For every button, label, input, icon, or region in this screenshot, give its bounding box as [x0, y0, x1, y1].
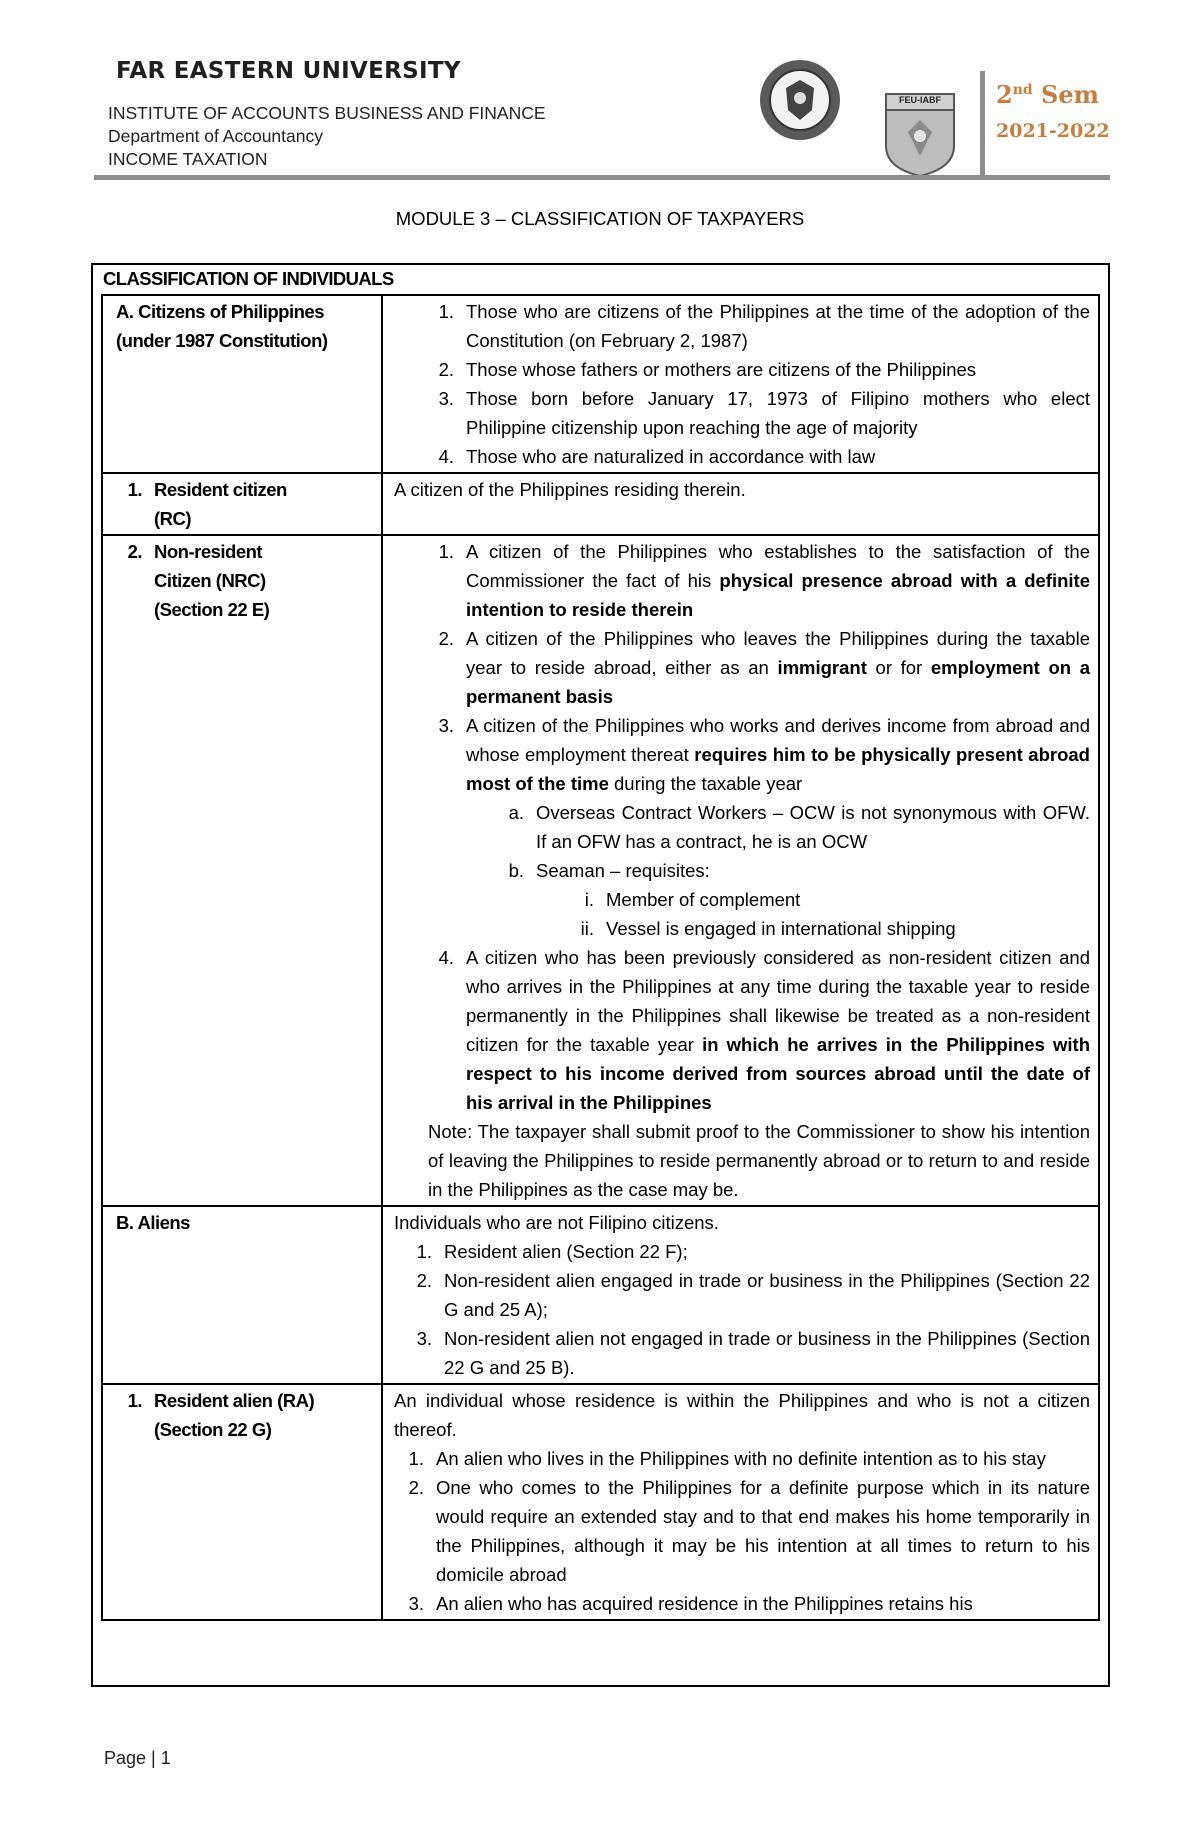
row-label-line: Citizen (NRC)	[154, 570, 266, 591]
row-label-non-resident-citizen	[103, 536, 383, 1205]
classification-table	[91, 263, 1110, 1687]
row-label-line: Non-resident	[154, 541, 263, 562]
header-rule	[94, 175, 1110, 180]
university-name: FAR EASTERN UNIVERSITY	[116, 58, 461, 84]
institute-name: INSTITUTE OF ACCOUNTS BUSINESS AND FINANCE	[108, 103, 546, 123]
list-item: 3. Those born before January 17, 1973 of Filipino mothers who elect Philippine citizenship upon reaching the age of majority	[438, 388, 1090, 438]
list-item: 3. A citizen of the Philippines who works and derives income from abroad and whose employment thereat requires him to be physically present abroad most of the time during the taxable year	[438, 715, 1090, 794]
row-label-resident-alien	[103, 1385, 383, 1619]
row-label-line: (RC)	[154, 508, 192, 529]
semester-word: Sem	[1032, 80, 1100, 109]
row-label-line: Resident alien (RA)	[154, 1390, 315, 1411]
list-item: 4. Those who are naturalized in accordance with law	[438, 446, 876, 467]
department-name: Department of Accountancy	[108, 126, 323, 146]
table-row	[103, 1383, 1098, 1619]
row-label-line: (under 1987 Constitution)	[116, 330, 328, 351]
semester-number: 2	[996, 80, 1013, 109]
list-item: 2. Non-resident alien engaged in trade or business in the Philippines (Section 22 G and 25 A);	[416, 1270, 1090, 1320]
row-label-number: 1.	[127, 479, 142, 500]
table-body	[101, 294, 1100, 1621]
institute-block	[108, 102, 546, 171]
header-divider	[980, 71, 985, 180]
row-label-citizens	[103, 296, 383, 472]
page-number: Page | 1	[104, 1748, 171, 1768]
row-label-aliens: B. Aliens	[103, 1207, 383, 1383]
row-label-number: 1.	[127, 1390, 142, 1411]
list-item: 1. A citizen of the Philippines who establishes to the satisfaction of the Commissioner the fact of his physical presence abroad with a definite intention to reside therein	[438, 541, 1090, 620]
nrc-note: Note: The taxpayer shall submit proof to the Commissioner to show his intention of leaving the Philippines to reside permanently abroad or to return to and reside in the Philippines as the case may be.	[428, 1121, 1090, 1200]
row-content-resident-citizen: A citizen of the Philippines residing therein.	[394, 479, 746, 500]
row-label-line: (Section 22 G)	[154, 1419, 272, 1440]
aliens-intro: Individuals who are not Filipino citizens.	[394, 1212, 719, 1233]
document-header	[94, 58, 1110, 178]
sub-list-item: b. Seaman – requisites:	[508, 860, 710, 881]
row-content-aliens	[383, 1207, 1098, 1383]
sub-list-item: a. Overseas Contract Workers – OCW is not synonymous with OFW. If an OFW has a contract, he is an OCW	[508, 802, 1090, 852]
table-row	[103, 534, 1098, 1205]
crest-label: FEU-IABF	[899, 95, 941, 105]
semester-suffix: nd	[1012, 82, 1033, 98]
row-label-number: 2.	[127, 541, 142, 562]
row-content-resident-alien	[383, 1385, 1098, 1619]
feu-iabf-crest	[884, 92, 956, 178]
row-content-citizens	[383, 296, 1098, 472]
list-item: 2. A citizen of the Philippines who leaves the Philippines during the taxable year to reside abroad, either as an immigrant or for employment on a permanent basis	[438, 628, 1091, 707]
list-item: 3. An alien who has acquired residence in the Philippines retains his	[408, 1593, 973, 1614]
list-item: 1. An alien who lives in the Philippines with no definite intention as to his stay	[408, 1448, 1046, 1469]
list-item: 1. Resident alien (Section 22 F);	[416, 1241, 688, 1262]
table-heading: CLASSIFICATION OF INDIVIDUALS	[103, 268, 394, 289]
table-row	[103, 296, 1098, 472]
university-seal-icon	[758, 58, 842, 142]
table-row	[103, 472, 1098, 534]
row-content-non-resident-citizen	[383, 536, 1098, 1205]
list-item: 4. A citizen who has been previously considered as non-resident citizen and who arrives in the Philippines at any time during the taxable year to reside permanently in the Philippines shall likewise be treated as a non-resident citizen for the taxable year in which he arrives in the Philippines with respect to his income derived from sources abroad until the date of his arrival in the Philippines	[438, 947, 1090, 1113]
school-year: 2021-2022	[996, 120, 1110, 142]
module-title: MODULE 3 – CLASSIFICATION OF TAXPAYERS	[395, 208, 805, 229]
course-name: INCOME TAXATION	[108, 149, 268, 169]
row-label-resident-citizen	[103, 474, 383, 534]
table-row	[103, 1205, 1098, 1383]
sub-sub-list-item: ii. Vessel is engaged in international shipping	[580, 918, 956, 939]
row-label-line: A. Citizens of Philippines	[116, 301, 324, 322]
list-item: 3. Non-resident alien not engaged in trade or business in the Philippines (Section 22 G and 25 B).	[416, 1328, 1090, 1378]
list-item: 2. One who comes to the Philippines for a definite purpose which in its nature would require an extended stay and to that end makes his home temporarily in the Philippines, although it may be his intention at all times to return to his domicile abroad	[408, 1477, 1090, 1585]
semester-label	[996, 80, 1099, 109]
resident-alien-intro: An individual whose residence is within the Philippines and who is not a citizen thereof.	[394, 1390, 1090, 1440]
list-item: 1. Those who are citizens of the Philippines at the time of the adoption of the Constitution (on February 2, 1987)	[438, 301, 1090, 351]
list-item: 2. Those whose fathers or mothers are citizens of the Philippines	[438, 359, 977, 380]
row-label-line: (Section 22 E)	[154, 599, 270, 620]
sub-sub-list-item: i. Member of complement	[584, 889, 801, 910]
row-label-line: Resident citizen	[154, 479, 287, 500]
